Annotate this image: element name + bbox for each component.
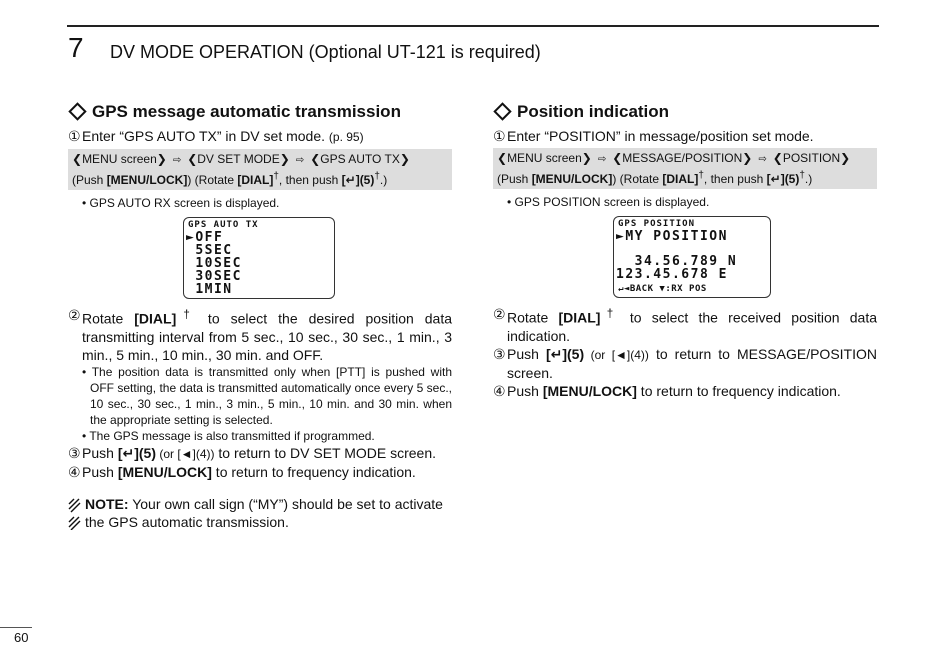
header-rule [67,25,879,27]
lcd-header: GPS POSITION [618,219,696,229]
bullet-note: • GPS POSITION screen is displayed. [507,195,710,209]
lcd-line: 30SEC [186,269,242,284]
lcd-footer: ↵◄BACK ▼:RX POS [618,284,707,294]
lcd-line: 1MIN [186,282,233,297]
arrow-right-icon: ⇨ [295,155,305,166]
lcd-line: ►OFF [186,230,224,245]
page-number: 60 [14,630,29,645]
menu-path-box [493,148,877,189]
menu-instructions: (Push [MENU/LOCK]) (Rotate [DIAL]†, then push [↵](5)†.) [497,170,813,186]
lcd-gps-position [613,216,771,298]
left-column [68,101,452,531]
arrow-right-icon: ⇨ [172,155,182,166]
step-4: ④ Push [MENU/LOCK] to return to frequency indication. [68,463,416,480]
note-label: NOTE: [85,495,129,512]
note-text: Your own call sign (“MY”) should be set to activate the GPS automatic transmission. [85,495,443,530]
section-title-position: Position indication [493,101,877,123]
diamond-icon [68,102,86,120]
lcd-line: ►MY POSITION [616,229,728,244]
bullet-note: • The position data is transmitted only when [PTT] is pushed with OFF setting, the data is transmitted automatically once every 5 sec., 10 sec., 30 sec., 1 min., 3 min., 5 min., 10 min. and 30 min. when the appropriate setting is selected. [82,364,452,427]
arrow-right-icon: ⇨ [758,154,767,165]
menu-path: ❮MENU screen❯ ⇨ ❮DV SET MODE❯ ⇨ ❮GPS AUTO TX❯ [72,152,410,166]
lcd-line: 34.56.789 N [616,254,738,269]
step-2: ② Rotate [DIAL]† to select the received position data indication. [493,306,878,344]
note-box [68,495,452,531]
menu-path-box [68,149,452,190]
chapter-number: 7 [68,32,84,63]
step-3: ③ Push [↵](5) (or [◄](4)) to return to MESSAGE/POSITION screen. [493,345,877,381]
diamond-icon [493,102,511,120]
bullet-note: • GPS AUTO RX screen is displayed. [82,196,280,210]
menu-path: ❮MENU screen❯ ⇨ ❮MESSAGE/POSITION❯ ⇨ ❮POSITION❯ [497,151,851,165]
bullet-note: • The GPS message is also transmitted if programmed. [82,428,375,443]
right-column [493,101,877,400]
chapter-title: DV MODE OPERATION (Optional UT-121 is required) [110,42,541,62]
step-4: ④ Push [MENU/LOCK] to return to frequency indication. [493,382,841,399]
note-icon [68,498,81,530]
section-title-gps-auto-tx: GPS message automatic transmission [68,101,452,123]
page-reference: (p. 95) [328,130,364,144]
lcd-header: GPS AUTO TX [188,220,259,230]
step-2: ② Rotate [DIAL]† to select the desired position data transmitting interval from 5 sec., 10 sec., 30 sec., 1 min., 3 min., 5 min., 10 min., 30 min. and OFF. [68,307,453,363]
menu-instructions: (Push [MENU/LOCK]) (Rotate [DIAL]†, then push [↵](5)†.) [72,171,388,187]
lcd-line: 123.45.678 E [616,267,728,282]
arrow-right-icon: ⇨ [597,154,607,165]
lcd-line: 5SEC [186,243,233,258]
step-1: ① Enter “POSITION” in message/position set mode. [493,128,814,144]
footer-rule [0,627,32,628]
lcd-line: 10SEC [186,256,242,271]
step-3: ③ Push [↵](5) (or [◄](4)) to return to DV SET MODE screen. [68,444,437,461]
lcd-gps-auto-tx [183,217,335,299]
step-1: ① Enter “GPS AUTO TX” in DV set mode. (p. 95) [68,128,364,144]
